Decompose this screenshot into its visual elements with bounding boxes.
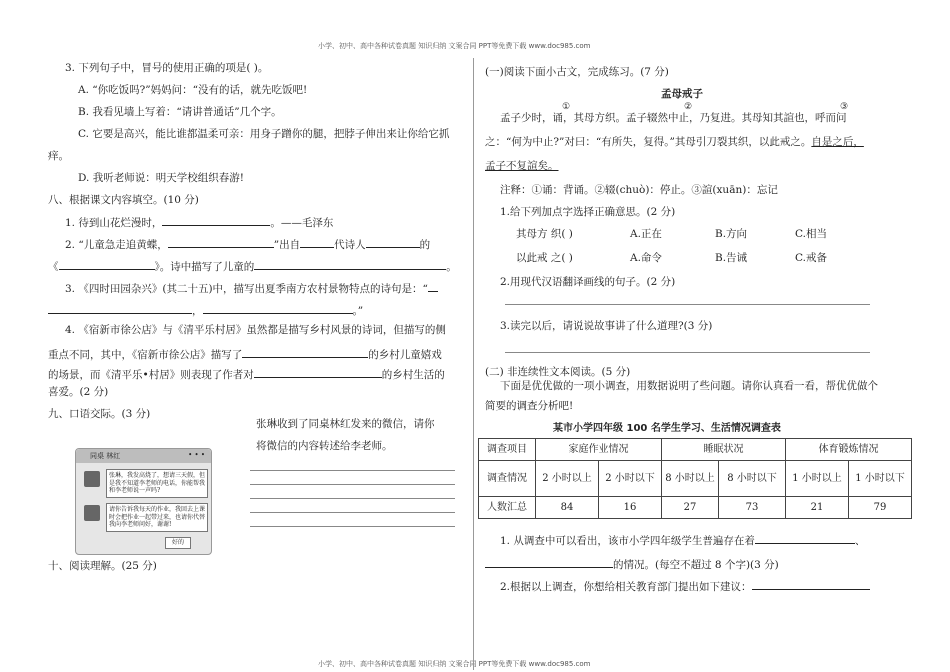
q1-item-a: 其母方 织( ) — [516, 228, 573, 240]
blank[interactable] — [254, 366, 382, 378]
header-homework: 家庭作业情况 — [536, 439, 662, 461]
reading-q3: 3.读完以后，请说说故事讲了什么道理?(3 分) — [500, 320, 713, 332]
story-title: 孟母戒子 — [661, 88, 703, 100]
blank[interactable] — [203, 302, 353, 314]
story-text: 孟子少时，诵 — [500, 112, 563, 124]
fill-3-cont — [48, 302, 363, 318]
table-title: 某市小学四年级 100 名学生学习、生活情况调查表 — [553, 423, 781, 434]
table-cell: 16 — [599, 497, 662, 519]
avatar — [84, 505, 100, 521]
section-8-heading: 八、根据课文内容填空。(10 分) — [48, 194, 199, 206]
fill-3-comma: ， — [192, 305, 203, 317]
survey-q2 — [500, 578, 870, 594]
fill-1-text: 1. 待到山花烂漫时， — [65, 217, 163, 229]
option-c: C. 它要是高兴，能比谁都温柔可亲：用身子蹭你的腿，把脖子伸出来让你给它抓 — [78, 128, 450, 140]
table-row-status — [479, 461, 912, 497]
q1-a-option-c: C.相当 — [795, 228, 827, 240]
table-cell: 1 小时以下 — [849, 461, 912, 497]
q1-b-option-b: B.告诫 — [715, 252, 748, 264]
fill-2-poet: 代诗人 — [334, 239, 366, 251]
option-b: B. 我看见墙上写着：“请讲普通话”几个字。 — [78, 106, 282, 118]
page-footer: 小学、初中、高中各种试卷真题 知识归纳 文案合同 PPT等免费下载 www.doc985.com — [318, 660, 591, 668]
q1-a-option-a: A.正在 — [630, 228, 662, 240]
section-9-heading: 九、口语交际。(3 分) — [48, 408, 151, 420]
fill-3-end: 。” — [352, 305, 364, 317]
underlined-sentence-cont: 孟子不复諠矣。 — [485, 160, 559, 172]
reading-q2: 2.用现代汉语翻译画线的句子。(2 分) — [500, 276, 676, 288]
part-1-heading: (一)阅读下面小古文，完成练习。(7 分) — [485, 66, 669, 78]
blank[interactable] — [752, 578, 870, 590]
survey-q1-end: 的情况。(每空不超过 8 个字)(3 分) — [613, 559, 779, 571]
table-cell: 27 — [662, 497, 719, 519]
survey-q1-sep: 、 — [854, 535, 866, 547]
table-cell: 84 — [536, 497, 599, 519]
answer-line[interactable] — [250, 470, 455, 471]
fill-2-text: 2. “儿童急走追黄蝶， — [65, 239, 168, 251]
q1-a-option-b: B.方向 — [715, 228, 748, 240]
chat-message-2: 请你告诉我每天的作业，我回去上课时会把作业一起带过来，也请你代替我向李老师问好，谢谢! — [106, 503, 208, 532]
blank[interactable] — [242, 346, 368, 358]
fill-4-rural: 的乡村生活的 — [381, 369, 445, 381]
blank[interactable] — [162, 214, 270, 226]
oral-instruction-1: 张琳收到了同桌林红发来的微信，请你 — [256, 418, 435, 430]
header-sleep: 睡眠状况 — [662, 439, 786, 461]
table-cell: 79 — [849, 497, 912, 519]
fill-4-line2 — [48, 346, 442, 362]
avatar — [84, 471, 100, 487]
story-line-2 — [485, 136, 864, 149]
blank[interactable] — [254, 258, 446, 270]
fill-4-line3 — [48, 366, 445, 382]
table-cell: 73 — [719, 497, 786, 519]
story-notes: 注释：①诵：背诵。②辍(chuò)：停止。③諠(xuān)：忘记 — [500, 184, 778, 196]
survey-q1 — [500, 532, 865, 548]
fill-2-open: 《 — [48, 261, 59, 273]
fill-4-kids: 的乡村儿童嬉戏 — [368, 349, 442, 361]
fill-4: 4. 《宿新市徐公店》与《清平乐村居》虽然都是描写乡村风景的诗词，但描写的侧 — [65, 324, 446, 336]
story-text: 之：“何为中止?”对曰：“有所失，复得。”其母引刀裂其织，以此戒之。 — [485, 136, 812, 148]
column-divider — [473, 58, 474, 670]
fill-2-end: 。 — [446, 261, 457, 273]
chat-title-bar — [76, 449, 211, 463]
fill-2-cont — [48, 258, 457, 274]
marker-3: ③ — [840, 102, 849, 112]
fill-4-author: 的场景，而《清平乐•村居》则表现了作者对 — [48, 369, 254, 381]
fill-4-text: 重点不同，其中，《宿新市徐公店》描写了 — [48, 349, 243, 361]
header-item: 调查项目 — [479, 439, 536, 461]
blank[interactable] — [485, 556, 613, 568]
blank[interactable] — [366, 236, 420, 248]
header-exercise: 体育锻炼情况 — [786, 439, 912, 461]
fill-4-line4: 喜爱。(2 分) — [48, 386, 109, 398]
blank[interactable] — [168, 236, 274, 248]
row-label: 调查情况 — [479, 461, 536, 497]
part-2-heading: (二) 非连续性文本阅读。(5 分) — [485, 366, 631, 378]
story-line-1 — [500, 112, 847, 125]
blank[interactable] — [428, 280, 438, 292]
story-text: ，其母方织。孟子辍 — [563, 112, 658, 124]
answer-line[interactable] — [250, 498, 455, 499]
table-cell: 21 — [786, 497, 849, 519]
fill-2 — [65, 236, 430, 252]
chat-message-1: 张琳，我发高烧了，想请三天假，但是我不知道李老师的电话，你能帮我和李老师说一声吗? — [106, 469, 208, 498]
q1-b-option-c: C.戒备 — [795, 252, 827, 264]
table-cell: 1 小时以上 — [786, 461, 849, 497]
fill-1-source: 。——毛泽东 — [270, 217, 334, 229]
fill-2-desc: 》。诗中描写了儿童的 — [154, 261, 255, 273]
part-2-intro-1: 下面是优优做的一项小调查，用数据说明了些问题。请你认真看一看，帮优优做个 — [500, 380, 878, 392]
story-text: 然中止，乃复进。其母知其諠 — [657, 112, 794, 124]
chat-reply: 好的 — [165, 537, 191, 549]
answer-line[interactable] — [505, 352, 870, 353]
table-cell: 8 小时以上 — [662, 461, 719, 497]
question-3: 3. 下列句子中，冒号的使用正确的项是( )。 — [65, 62, 269, 74]
blank[interactable] — [300, 236, 334, 248]
survey-q1-text: 1. 从调查中可以看出，该市小学四年级学生普遍存在着 — [500, 535, 755, 547]
section-10-heading: 十、阅读理解。(25 分) — [48, 560, 157, 572]
blank[interactable] — [755, 532, 855, 544]
q1-b-option-a: A.命令 — [630, 252, 662, 264]
blank[interactable] — [48, 302, 192, 314]
fill-2-of: 的 — [419, 239, 431, 251]
page-header: 小学、初中、高中各种试卷真题 知识归纳 文案合同 PPT等免费下载 www.doc985.com — [318, 42, 591, 50]
answer-line[interactable] — [250, 512, 455, 513]
answer-line[interactable] — [250, 526, 455, 527]
more-icon: • • • — [188, 451, 205, 459]
part-2-intro-2: 简要的调查分析吧! — [485, 400, 574, 412]
option-a: A. “你吃饭吗?”妈妈问：“没有的话，就先吃饭吧! — [78, 84, 308, 96]
table-cell: 2 小时以上 — [536, 461, 599, 497]
fill-3-text: 3. 《四时田园杂兴》(其二十五)中，描写出夏季南方农村景物特点的诗句是：“ — [65, 283, 428, 295]
row-label: 人数汇总 — [479, 497, 536, 519]
story-text: 也，呼而问 — [794, 112, 847, 124]
fill-3 — [65, 280, 438, 296]
blank[interactable] — [59, 258, 155, 270]
answer-line[interactable] — [505, 304, 870, 305]
table-cell: 8 小时以下 — [719, 461, 786, 497]
marker-1: ① — [562, 102, 571, 112]
option-c-cont: 痒。 — [48, 150, 69, 162]
reading-q1: 1.给下列加点字选择正确意思。(2 分) — [500, 206, 676, 218]
survey-table — [478, 438, 912, 519]
table-header-row — [479, 439, 912, 461]
wechat-screenshot — [75, 448, 212, 555]
q1-item-b: 以此戒 之( ) — [516, 252, 573, 264]
chat-title: 同桌 林红 — [90, 452, 121, 460]
option-d: D. 我听老师说：明天学校组织春游! — [78, 172, 244, 184]
answer-line[interactable] — [250, 484, 455, 485]
table-cell: 2 小时以下 — [599, 461, 662, 497]
marker-2: ② — [684, 102, 693, 112]
fill-2-from: ”出自 — [273, 239, 301, 251]
underlined-sentence: 自是之后， — [811, 136, 864, 148]
oral-instruction-2: 将微信的内容转述给李老师。 — [256, 440, 393, 452]
survey-q1-cont — [485, 556, 779, 572]
survey-q2-text: 2.根据以上调查，你想给相关教育部门提出如下建议： — [500, 581, 752, 593]
fill-1 — [65, 214, 333, 230]
table-row-total — [479, 497, 912, 519]
